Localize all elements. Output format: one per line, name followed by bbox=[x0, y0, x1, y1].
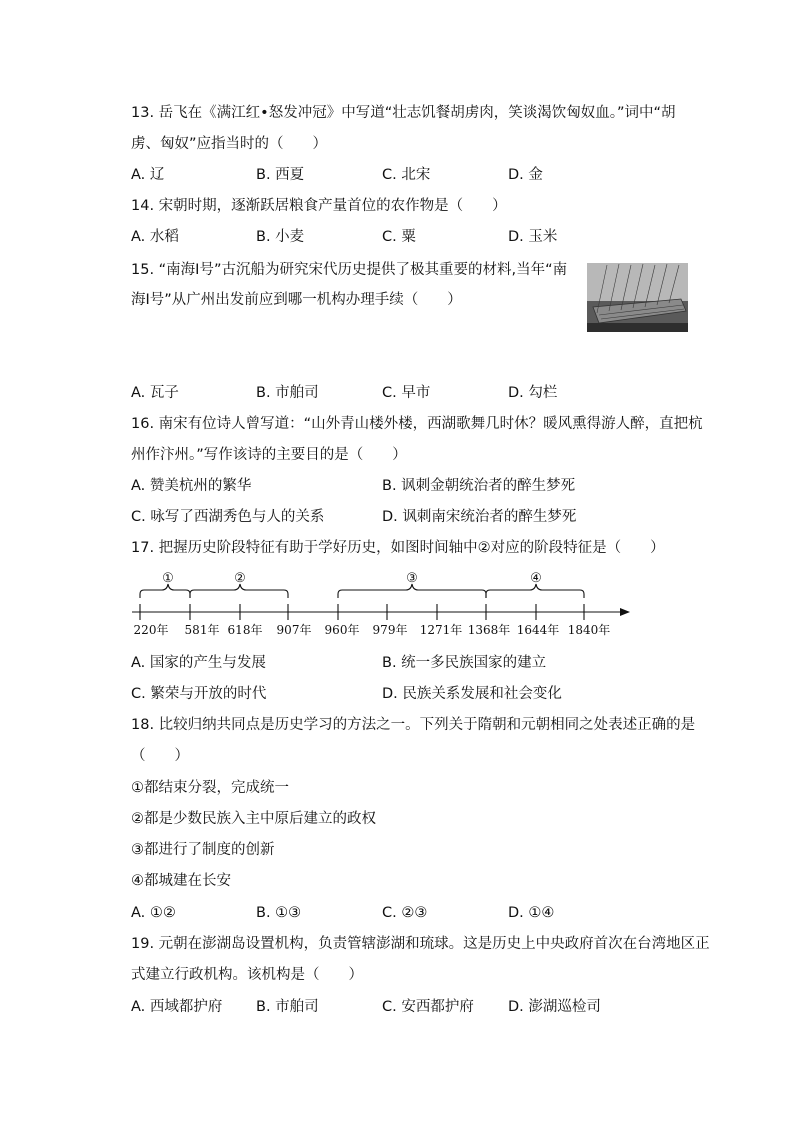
q16-option-a: A. 赞美杭州的繁华 bbox=[131, 478, 252, 494]
q14-option-c: C. 粟 bbox=[382, 229, 416, 245]
q16-option-d: D. 讽刺南宋统治者的醉生梦死 bbox=[382, 509, 577, 525]
q18-option-b: B. ①③ bbox=[256, 905, 302, 921]
q17-stem: 17. 把握历史阶段特征有助于学好历史，如图时间轴中②对应的阶段特征是（ ） bbox=[131, 540, 665, 556]
q19-stem-line2: 式建立行政机构。该机构是（ ） bbox=[131, 967, 363, 983]
q14-option-b: B. 小麦 bbox=[256, 229, 305, 245]
q14-option-a: A. 水稻 bbox=[131, 229, 179, 245]
timeline-year: 907年 bbox=[276, 623, 312, 637]
q15-stem-line1: 15. “南海Ⅰ号”古沉船为研究宋代历史提供了极其重要的材料,当年“南 bbox=[131, 262, 568, 278]
q18-statement-2: ②都是少数民族入主中原后建立的政权 bbox=[131, 811, 376, 827]
q15-option-d: D. 勾栏 bbox=[508, 385, 558, 401]
q15-option-a: A. 瓦子 bbox=[131, 385, 179, 401]
timeline-year: 1368年 bbox=[467, 623, 511, 637]
q18-option-d: D. ①④ bbox=[508, 905, 555, 921]
q15-option-c: C. 早市 bbox=[382, 385, 431, 401]
q18-stem-line2: （ ） bbox=[131, 748, 189, 764]
q18-statement-4: ④都城建在长安 bbox=[131, 873, 231, 889]
q18-statement-1: ①都结束分裂，完成统一 bbox=[131, 780, 289, 796]
q13-option-a: A. 辽 bbox=[131, 167, 165, 183]
q19-option-b: B. 市舶司 bbox=[256, 999, 319, 1015]
q17-option-d: D. 民族关系发展和社会变化 bbox=[382, 686, 562, 702]
timeline-year: 618年 bbox=[227, 623, 263, 637]
timeline-year: 220年 bbox=[133, 623, 169, 637]
timeline-year: 1840年 bbox=[567, 623, 611, 637]
q16-stem-line1: 16. 南宋有位诗人曾写道：“山外青山楼外楼，西湖歌舞几时休？暖风熏得游人醉，直把杭 bbox=[131, 416, 703, 432]
timeline-year: 581年 bbox=[184, 623, 220, 637]
q15-option-b: B. 市舶司 bbox=[256, 385, 319, 401]
q13-stem-line1: 13. 岳飞在《满江红•怒发冲冠》中写道“壮志饥餐胡虏肉，笑谈渴饮匈奴血。”词中“胡 bbox=[131, 105, 676, 121]
q18-option-a: A. ①② bbox=[131, 905, 176, 921]
timeline-bracket-1: ① bbox=[162, 571, 174, 586]
q13-option-d: D. 金 bbox=[508, 167, 543, 183]
q18-option-c: C. ②③ bbox=[382, 905, 428, 921]
timeline-year: 960年 bbox=[324, 623, 360, 637]
timeline-bracket-4: ④ bbox=[530, 571, 542, 586]
timeline-year: 1644年 bbox=[516, 623, 560, 637]
timeline-bracket-2: ② bbox=[234, 571, 246, 586]
q17-option-a: A. 国家的产生与发展 bbox=[131, 655, 266, 671]
timeline-diagram bbox=[128, 568, 638, 640]
q14-stem: 14. 宋朝时期，逐渐跃居粮食产量首位的农作物是（ ） bbox=[131, 198, 507, 214]
q19-option-a: A. 西域都护府 bbox=[131, 999, 223, 1015]
q16-option-b: B. 讽刺金朝统治者的醉生梦死 bbox=[382, 478, 576, 494]
q15-stem-line2: 海Ⅰ号”从广州出发前应到哪一机构办理手续（ ） bbox=[131, 292, 462, 308]
q17-option-c: C. 繁荣与开放的时代 bbox=[131, 686, 267, 702]
q17-option-b: B. 统一多民族国家的建立 bbox=[382, 655, 547, 671]
q18-stem-line1: 18. 比较归纳共同点是历史学习的方法之一。下列关于隋朝和元朝相同之处表述正确的是 bbox=[131, 717, 696, 733]
q13-option-b: B. 西夏 bbox=[256, 167, 305, 183]
timeline-year: 1271年 bbox=[419, 623, 463, 637]
q16-stem-line2: 州作汴州。”写作该诗的主要目的是（ ） bbox=[131, 447, 407, 463]
q13-stem-line2: 虏、匈奴”应指当时的（ ） bbox=[131, 136, 328, 152]
shipwreck-photo-icon bbox=[587, 263, 688, 332]
timeline-year: 979年 bbox=[372, 623, 408, 637]
timeline-bracket-3: ③ bbox=[406, 571, 418, 586]
q19-stem-line1: 19. 元朝在澎湖岛设置机构，负责管辖澎湖和琉球。这是历史上中央政府首次在台湾地区正 bbox=[131, 936, 710, 952]
q19-option-d: D. 澎湖巡检司 bbox=[508, 999, 601, 1015]
q19-option-c: C. 安西都护府 bbox=[382, 999, 474, 1015]
q14-option-d: D. 玉米 bbox=[508, 229, 558, 245]
q13-option-c: C. 北宋 bbox=[382, 167, 431, 183]
q16-option-c: C. 咏写了西湖秀色与人的关系 bbox=[131, 509, 325, 525]
q18-statement-3: ③都进行了制度的创新 bbox=[131, 842, 275, 858]
